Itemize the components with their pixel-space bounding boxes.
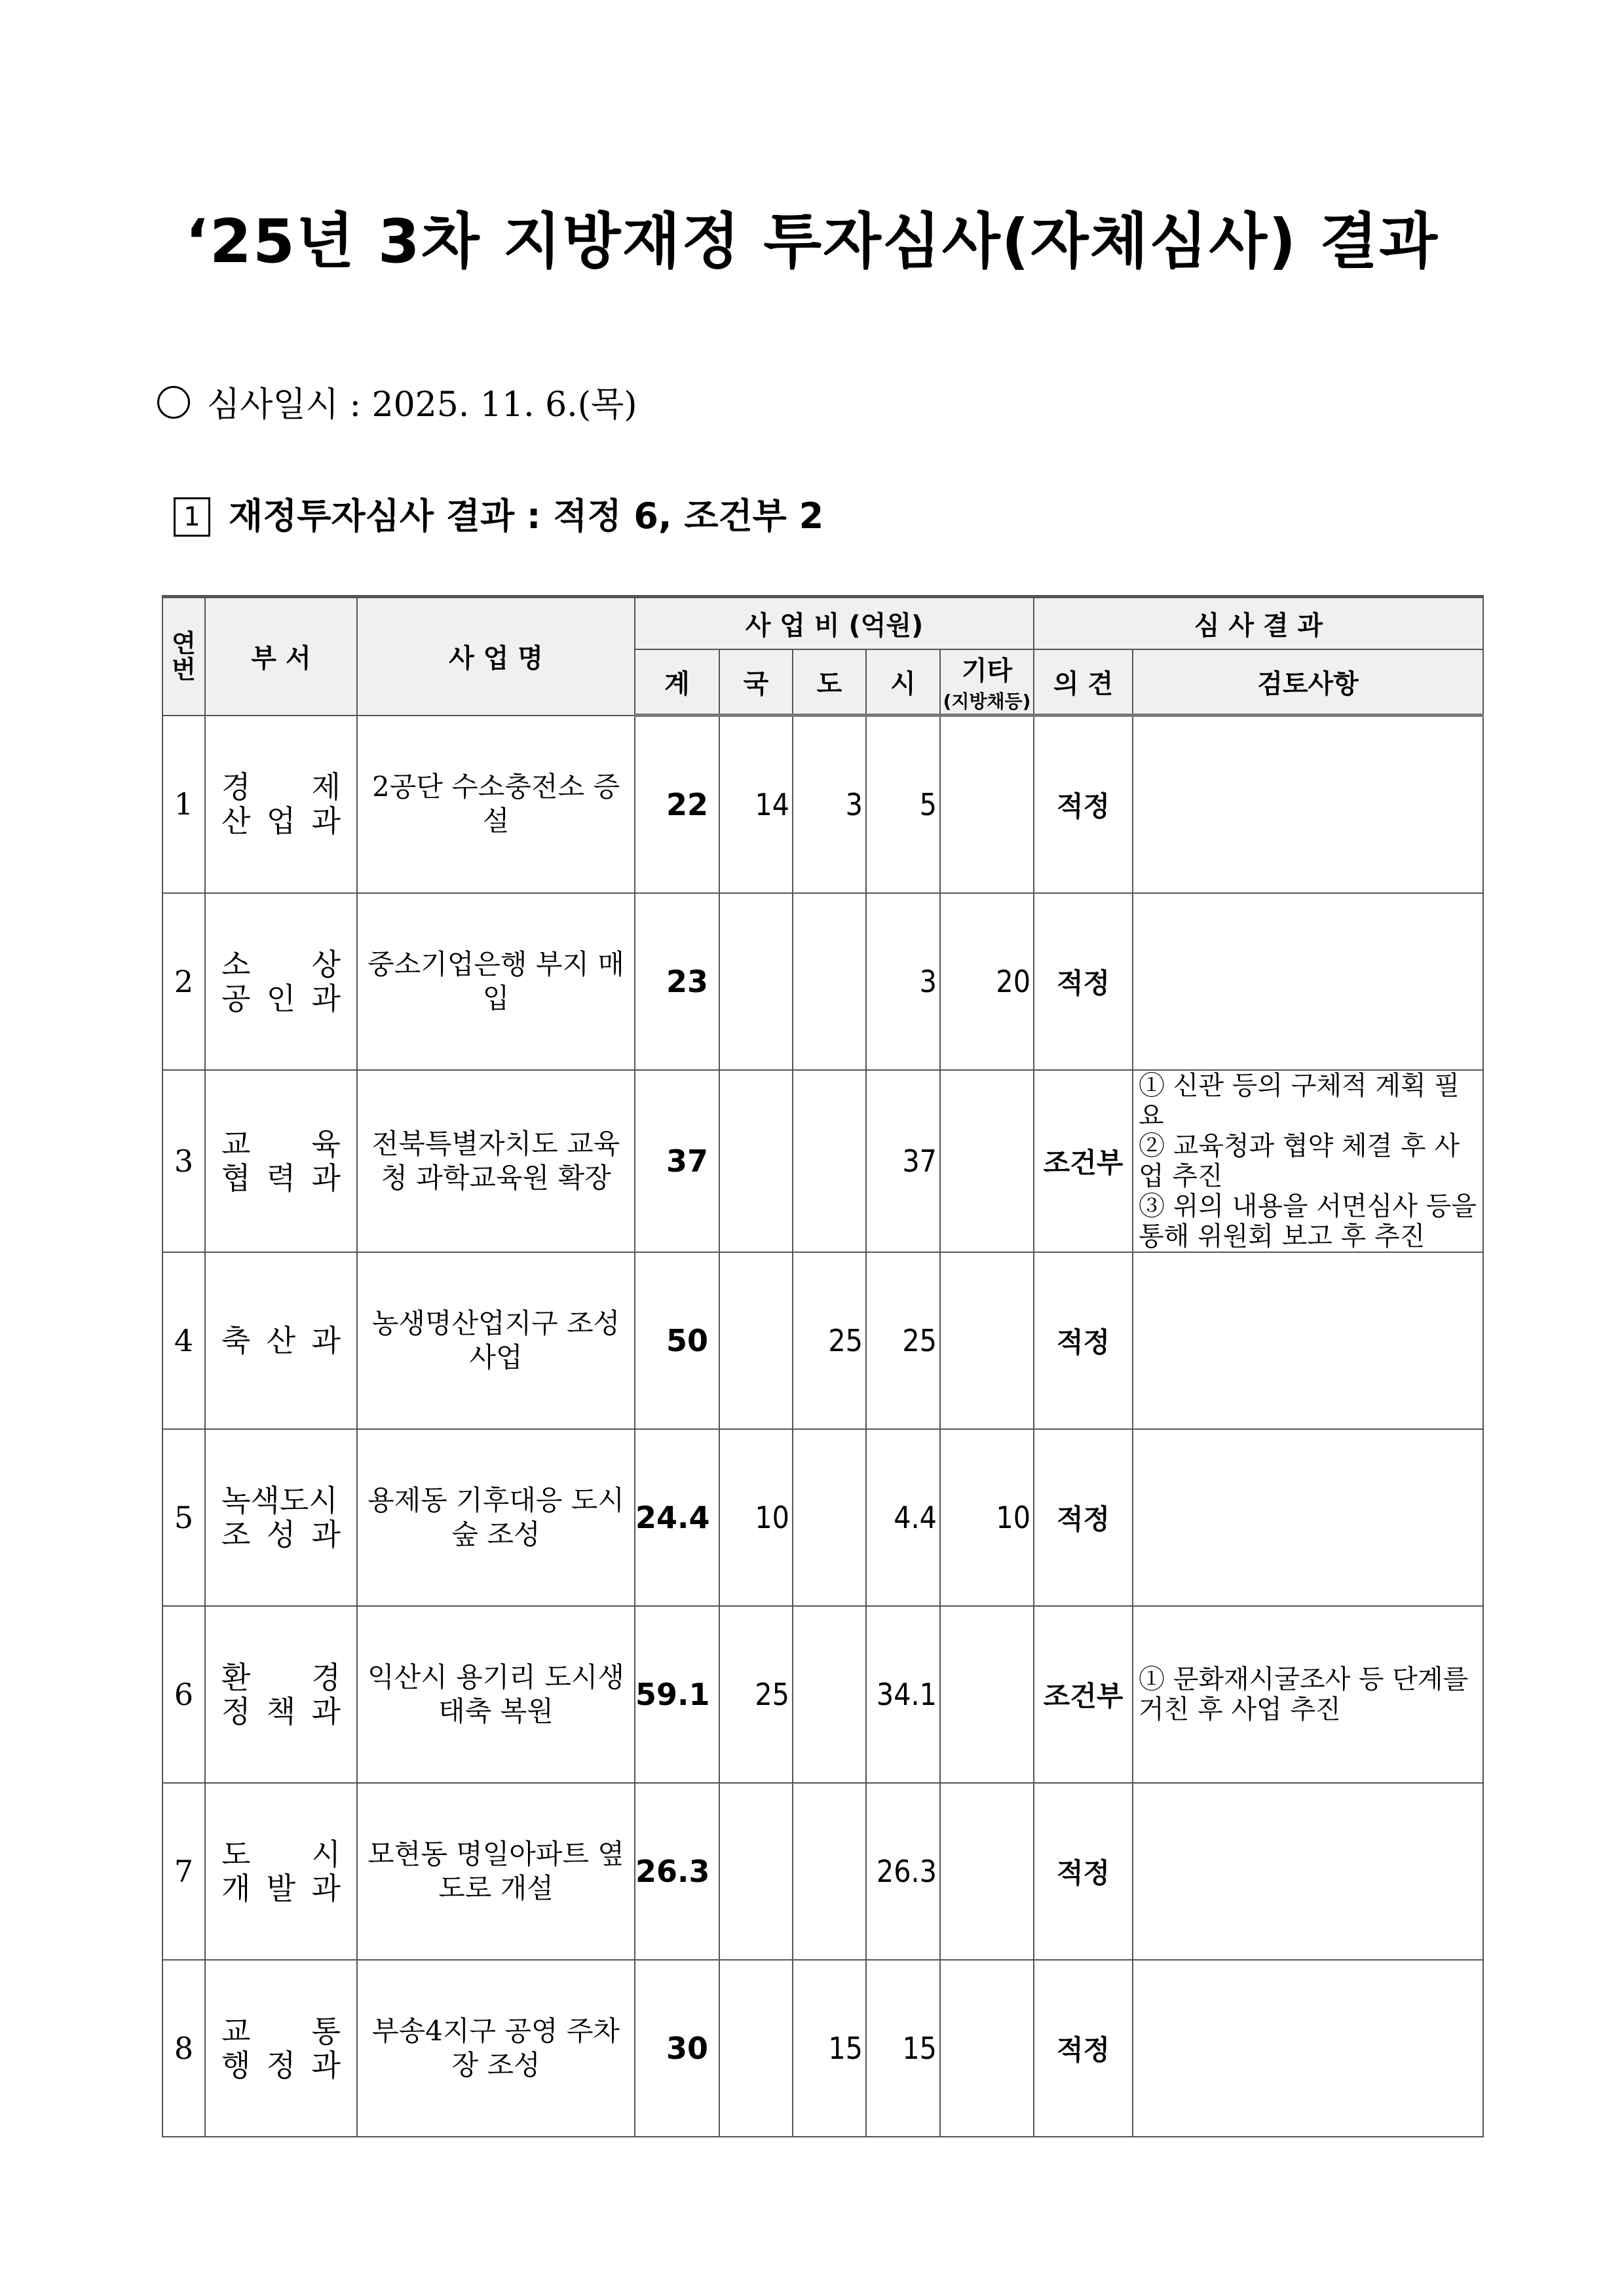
row-national: 10 <box>719 1429 793 1606</box>
review-item: ② 교육청과 협약 체결 후 사업 추진 <box>1139 1131 1460 1191</box>
row-total: 22 <box>635 716 719 894</box>
header-result: 심 사 결 과 <box>1034 597 1483 650</box>
row-opinion: 조건부 <box>1034 1070 1133 1252</box>
row-province: 15 <box>793 1960 866 2137</box>
row-dept <box>205 1070 357 1252</box>
row-no: 6 <box>162 1606 205 1783</box>
row-other <box>940 1606 1034 1783</box>
row-dept <box>205 716 357 894</box>
row-total: 37 <box>635 1070 719 1252</box>
section-heading <box>174 488 823 539</box>
row-national <box>719 893 793 1070</box>
row-review <box>1133 716 1483 894</box>
header-total: 계 <box>635 649 719 716</box>
row-national: 14 <box>719 716 793 894</box>
row-dept <box>205 1606 357 1783</box>
review-date <box>157 377 637 426</box>
table-row <box>162 1783 1483 1960</box>
row-province: 25 <box>793 1252 866 1429</box>
row-dept <box>205 1783 357 1960</box>
row-province <box>793 1606 866 1783</box>
dept-line: 조 성 과 <box>221 1517 341 1552</box>
row-dept <box>205 893 357 1070</box>
dept-line: 협 력 과 <box>221 1160 341 1196</box>
row-city: 37 <box>866 1070 940 1252</box>
dept-line: 개 발 과 <box>221 1871 341 1906</box>
circle-bullet-icon <box>157 386 190 419</box>
header-province: 도 <box>793 649 866 716</box>
header-dept: 부 서 <box>205 597 357 716</box>
row-city: 15 <box>866 1960 940 2137</box>
dept-line: 정 책 과 <box>221 1694 341 1729</box>
row-no: 3 <box>162 1070 205 1252</box>
row-dept <box>205 1252 357 1429</box>
row-opinion: 적정 <box>1034 1783 1133 1960</box>
row-project: 용제동 기후대응 도시숲 조성 <box>357 1429 635 1606</box>
row-project: 부송4지구 공영 주차장 조성 <box>357 1960 635 2137</box>
row-other: 20 <box>940 893 1034 1070</box>
row-province <box>793 1429 866 1606</box>
table-row <box>162 1070 1483 1252</box>
row-no: 1 <box>162 716 205 894</box>
row-city: 3 <box>866 893 940 1070</box>
row-opinion: 적정 <box>1034 1429 1133 1606</box>
row-opinion: 적정 <box>1034 893 1133 1070</box>
review-item: ③ 위의 내용을 서면심사 등을 통해 위원회 보고 후 추진 <box>1139 1191 1477 1252</box>
row-review <box>1133 893 1483 1070</box>
dept-line: 산 업 과 <box>221 803 341 839</box>
row-opinion: 적정 <box>1034 1960 1133 2137</box>
review-item: ① 문화재시굴조사 등 단계를 거친 후 사업 추진 <box>1139 1664 1469 1725</box>
section-number-box: 1 <box>174 497 210 537</box>
row-project: 농생명산업지구 조성사업 <box>357 1252 635 1429</box>
row-national <box>719 1783 793 1960</box>
table-row <box>162 893 1483 1070</box>
header-other <box>940 649 1034 716</box>
row-project: 중소기업은행 부지 매입 <box>357 893 635 1070</box>
dept-line: 소 상 <box>221 947 341 982</box>
header-no: 연번 <box>162 597 205 716</box>
table-row <box>162 1606 1483 1783</box>
row-city: 26.3 <box>866 1783 940 1960</box>
row-total: 59.1 <box>635 1606 719 1783</box>
dept-line: 교 육 <box>221 1126 341 1162</box>
row-project: 모현동 명일아파트 옆 도로 개설 <box>357 1783 635 1960</box>
row-total: 24.4 <box>635 1429 719 1606</box>
row-province: 3 <box>793 716 866 894</box>
row-no: 4 <box>162 1252 205 1429</box>
row-other <box>940 1252 1034 1429</box>
row-review <box>1133 1429 1483 1606</box>
row-city: 34.1 <box>866 1606 940 1783</box>
row-no: 8 <box>162 1960 205 2137</box>
row-dept <box>205 1429 357 1606</box>
row-review <box>1133 1252 1483 1429</box>
row-province <box>793 1783 866 1960</box>
row-review <box>1133 1070 1483 1252</box>
dept-line: 환 경 <box>221 1660 341 1695</box>
header-review: 검토사항 <box>1133 649 1483 716</box>
header-other-label: 기타 <box>961 656 1013 686</box>
header-opinion: 의 견 <box>1034 649 1133 716</box>
row-total: 26.3 <box>635 1783 719 1960</box>
dept-line: 공 인 과 <box>221 981 341 1016</box>
row-project: 익산시 용기리 도시생태축 복원 <box>357 1606 635 1783</box>
header-city: 시 <box>866 649 940 716</box>
dept-line: 교 통 <box>221 2014 341 2049</box>
row-no: 5 <box>162 1429 205 1606</box>
row-total: 50 <box>635 1252 719 1429</box>
table-row <box>162 716 1483 894</box>
row-review <box>1133 1606 1483 1783</box>
row-city: 5 <box>866 716 940 894</box>
header-national: 국 <box>719 649 793 716</box>
row-total: 23 <box>635 893 719 1070</box>
row-other <box>940 1960 1034 2137</box>
row-dept <box>205 1960 357 2137</box>
row-other <box>940 1783 1034 1960</box>
row-city: 4.4 <box>866 1429 940 1606</box>
table-row <box>162 1429 1483 1606</box>
results-table <box>162 595 1484 2137</box>
row-province <box>793 1070 866 1252</box>
row-province <box>793 893 866 1070</box>
review-date-text: 심사일시 : 2025. 11. 6.(목) <box>207 385 637 425</box>
row-project: 2공단 수소충전소 증설 <box>357 716 635 894</box>
row-project: 전북특별자치도 교육청 과학교육원 확장 <box>357 1070 635 1252</box>
table-row <box>162 1960 1483 2137</box>
dept-line: 녹색도시 <box>221 1483 338 1518</box>
row-other <box>940 716 1034 894</box>
dept-line: 경 제 <box>221 769 341 805</box>
header-project: 사 업 명 <box>357 597 635 716</box>
row-no: 7 <box>162 1783 205 1960</box>
row-national: 25 <box>719 1606 793 1783</box>
header-other-sub: (지방채등) <box>943 691 1031 712</box>
row-opinion: 조건부 <box>1034 1606 1133 1783</box>
row-review <box>1133 1960 1483 2137</box>
section-heading-text: 재정투자심사 결과 : 적정 6, 조건부 2 <box>229 495 824 537</box>
header-cost: 사 업 비 (억원) <box>635 597 1034 650</box>
row-other <box>940 1070 1034 1252</box>
row-city: 25 <box>866 1252 940 1429</box>
row-national <box>719 1960 793 2137</box>
dept-line: 도 시 <box>221 1837 341 1872</box>
row-review <box>1133 1783 1483 1960</box>
review-item: ① 신관 등의 구체적 계획 필요 <box>1139 1071 1460 1131</box>
table-row <box>162 1252 1483 1429</box>
row-opinion: 적정 <box>1034 1252 1133 1429</box>
page-title: ‘25년 3차 지방재정 투자심사(자체심사) 결과 <box>185 206 1439 277</box>
row-other: 10 <box>940 1429 1034 1606</box>
row-national <box>719 1252 793 1429</box>
row-opinion: 적정 <box>1034 716 1133 894</box>
dept-line: 축 산 과 <box>221 1323 341 1358</box>
row-no: 2 <box>162 893 205 1070</box>
row-total: 30 <box>635 1960 719 2137</box>
dept-line: 행 정 과 <box>221 2048 341 2083</box>
row-national <box>719 1070 793 1252</box>
